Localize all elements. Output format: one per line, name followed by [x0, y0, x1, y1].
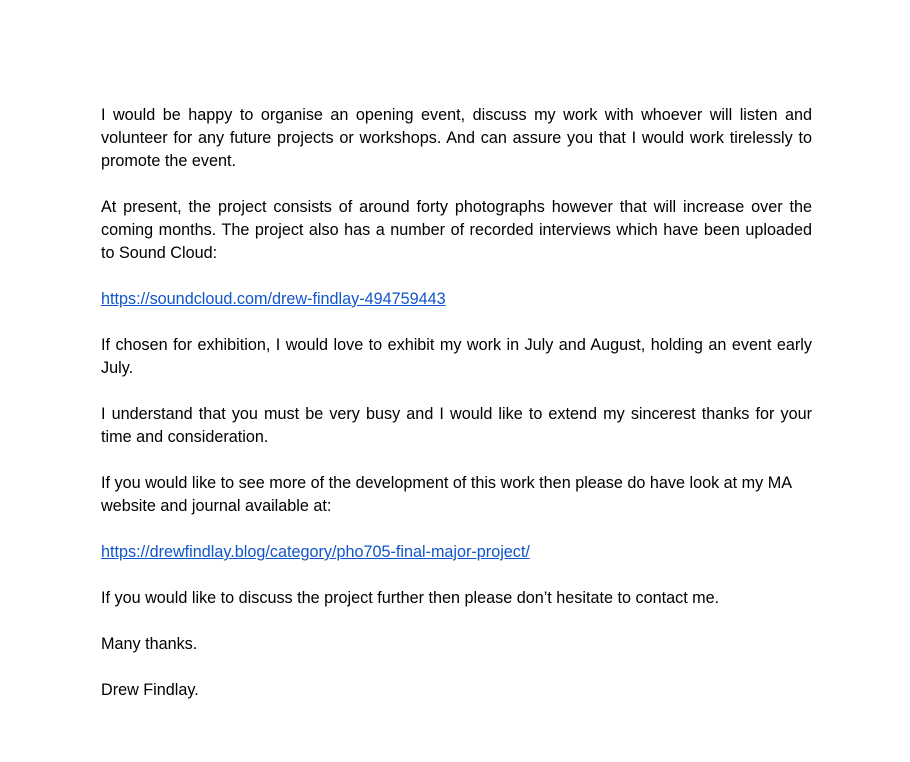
paragraph-sign-off: Many thanks. [101, 635, 198, 653]
paragraph-project-description: At present, the project consists of around forty photographs however that will increase over the coming months. The project also has a number of recorded interviews which have been uploaded to Sound Cloud: [101, 198, 812, 262]
paragraph-website-intro: If you would like to see more of the development of this work then please do have look at my MA website and journal available at: [101, 474, 792, 515]
paragraph-signature: Drew Findlay. [101, 681, 199, 699]
paragraph-contact: If you would like to discuss the project further then please don’t hesitate to contact me. [101, 589, 720, 607]
document-page [101, 104, 812, 725]
soundcloud-link[interactable]: https://soundcloud.com/drew-findlay-494759443 [101, 290, 446, 308]
blog-link[interactable]: https://drewfindlay.blog/category/pho705-final-major-project/ [101, 543, 530, 561]
paragraph-soundcloud-link [101, 288, 812, 311]
paragraph-thanks-consideration: I understand that you must be very busy and I would like to extend my sincerest thanks for your time and consideration. [101, 405, 812, 446]
paragraph-blog-link [101, 541, 812, 564]
paragraph-opening-event: I would be happy to organise an opening event, discuss my work with whoever will listen and volunteer for any future projects or workshops. And can assure you that I would work tirelessly to promote the event. [101, 106, 812, 170]
paragraph-exhibition-dates: If chosen for exhibition, I would love to exhibit my work in July and August, holding an event early July. [101, 336, 812, 377]
